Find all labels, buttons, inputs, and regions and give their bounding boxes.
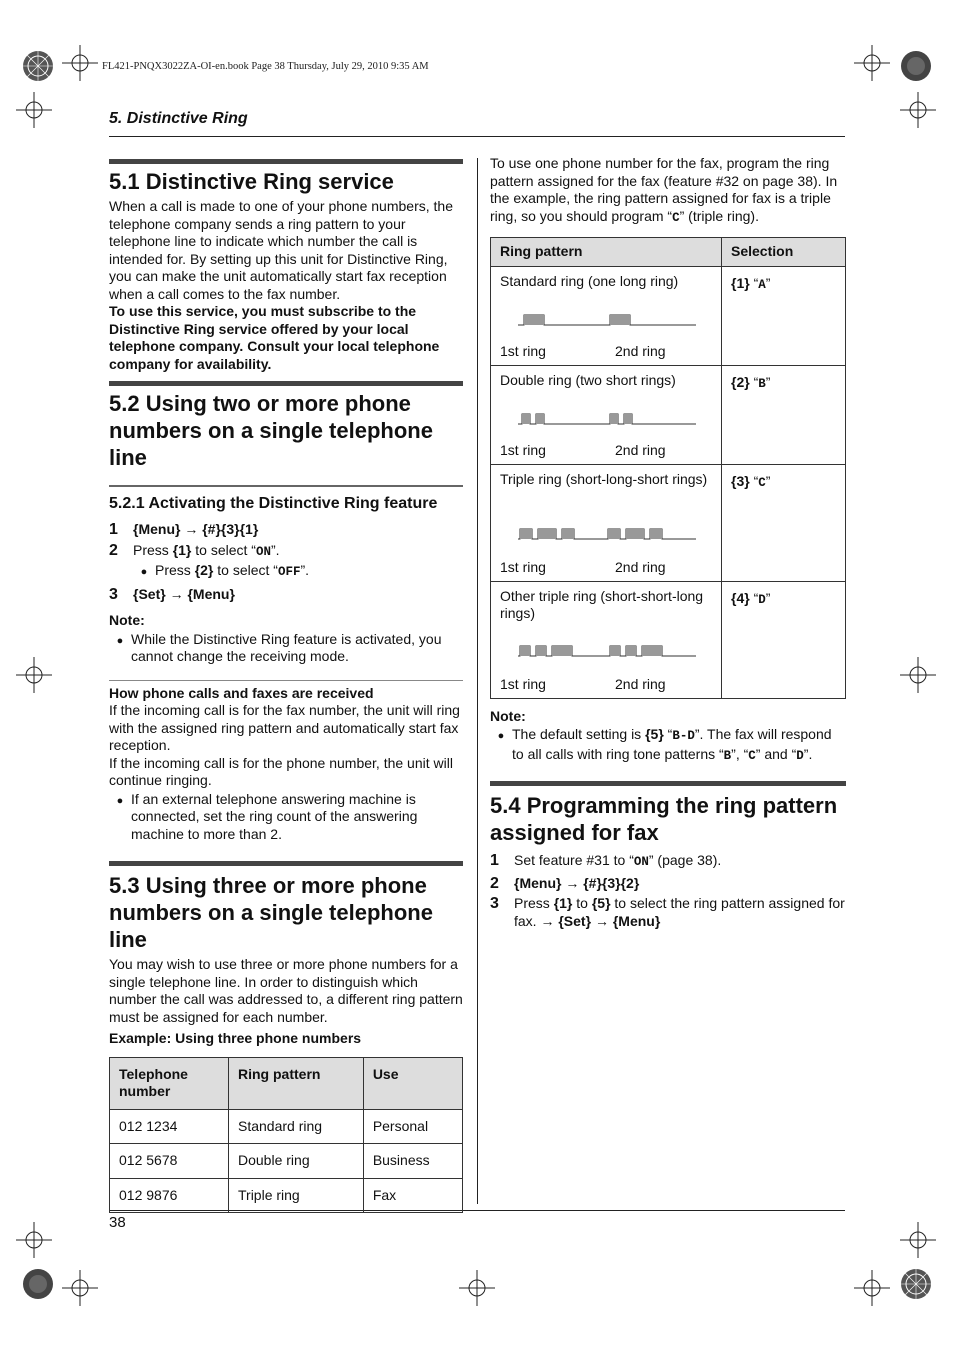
table-row: Triple ring (short-long-short rings) 1st ring 2nd ring {3} “C” [491, 464, 846, 581]
example-label: Example: Using three phone numbers [109, 1030, 362, 1046]
step-2: 2 Press {1} to select “ON”. ● Press {2} to select “OFF”. [109, 542, 463, 583]
fax-intro: To use one phone number for the fax, program the ring pattern assigned for the fax (feature #32 on page 38). In the example, the ring pattern assigned for fax is a triple ring, so you should program “C” (triple ring). [490, 155, 838, 225]
how-bullet: ● If an external telephone answering machine is connected, set the ring count of the answering machine to more than 2. [116, 790, 418, 842]
registration-mark-icon [20, 48, 56, 84]
table-row: Standard ring (one long ring) 1st ring 2nd ring {1} “A” [491, 266, 846, 365]
table-header: Ring pattern [229, 1057, 364, 1109]
registration-mark-icon [898, 48, 934, 84]
section-5-2-1-title: 5.2.1 Activating the Distinctive Ring feature [109, 495, 438, 512]
section-bar [109, 381, 463, 386]
left-column [109, 159, 463, 1213]
crosshair-mark-icon [900, 1222, 936, 1258]
step-2: 2 {Menu} → {#}{3}{2} [490, 874, 640, 892]
section-header: 5. Distinctive Ring [109, 110, 248, 127]
table-header-row [110, 1057, 463, 1109]
note-bullet: ● While the Distinctive Ring feature is activated, you cannot change the receiving mode. [116, 630, 442, 664]
crosshair-mark-icon [16, 657, 52, 693]
crosshair-mark-icon [900, 657, 936, 693]
arrow: → [184, 521, 199, 537]
step-1: 1 {Menu} → {#}{3}{1} [109, 521, 259, 538]
section-5-2-title: 5.2 Using two or more phone numbers on a single telephone line [109, 391, 433, 470]
header-rule [109, 136, 845, 137]
section-5-3-title: 5.3 Using three or more phone numbers on a single telephone line [109, 873, 433, 952]
table-header: Ring pattern [491, 238, 722, 267]
table-row: 012 5678 Double ring Business [110, 1144, 463, 1179]
registration-mark-icon [20, 1266, 56, 1302]
phone-number-table [109, 1057, 463, 1214]
table-row: Other triple ring (short-short-long rings) 1st ring 2nd ring {4} “D” [491, 581, 846, 698]
crosshair-mark-icon [854, 1270, 890, 1306]
page-number: 38 [109, 1214, 126, 1231]
ring-pattern-table [490, 237, 846, 699]
crosshair-mark-icon [854, 45, 890, 81]
table-header: Use [363, 1057, 462, 1109]
right-column [490, 155, 846, 933]
crosshair-mark-icon [459, 1270, 495, 1306]
registration-mark-icon [898, 1266, 934, 1302]
ring-pattern-standard-icon [518, 313, 696, 327]
step-3: 3 Press {1} to {5} to select the ring pattern assigned for fax. → {Set} → {Menu} [490, 895, 845, 929]
step-3: 3 {Set} → {Menu} [109, 585, 235, 603]
print-info-line: FL421-PNQX3022ZA-OI-en.book Page 38 Thursday, July 29, 2010 9:35 AM [102, 61, 429, 72]
section-5-4-title: 5.4 Programming the ring pattern assigned for fax [490, 793, 838, 845]
how-paragraph-1: If the incoming call is for the fax number, the unit will ring with the assigned ring pattern and automatically start fax reception. [109, 702, 460, 753]
column-divider [477, 158, 478, 1204]
note-label: Note: [109, 612, 145, 628]
note-label: Note: [490, 707, 526, 724]
section-5-1-note: To use this service, you must subscribe to the Distinctive Ring service offered by your local telephone company. Consult your local telephone company for availability. [109, 303, 440, 372]
ring-pattern-triple-icon [518, 527, 696, 541]
section-bar [109, 159, 463, 164]
table-row: 012 1234 Standard ring Personal [110, 1109, 463, 1144]
section-bar [490, 781, 846, 786]
crosshair-mark-icon [900, 92, 936, 128]
how-paragraph-2: If the incoming call is for the phone number, the unit will continue ringing. [109, 754, 453, 788]
section-5-1-body: When a call is made to one of your phone numbers, the telephone company sends a ring pattern to your telephone line to indicate which number the call is intended for. By setting up this unit for Distinctive Ring, you can make the unit automatically start fax reception when a call comes to the fax number. [109, 198, 453, 302]
section-5-1-title: 5.1 Distinctive Ring service [109, 169, 394, 194]
table-header: Selection [722, 238, 846, 267]
section-5-3-body: You may wish to use three or more phone numbers for a single telephone line. In order to distinguish which number the call was addressed to, a different ring pattern must be assigned for each number. [109, 956, 463, 1025]
section-bar [109, 861, 463, 866]
step-1: 1 Set feature #31 to “ON” (page 38). [490, 852, 722, 869]
crosshair-mark-icon [16, 92, 52, 128]
ring-pattern-double-icon [518, 412, 696, 426]
bullet: ● Press {2} to select “OFF”. [140, 562, 310, 579]
table-header-row [491, 238, 846, 267]
subsection-bar [109, 485, 463, 487]
how-title: How phone calls and faxes are received [109, 684, 374, 701]
table-row: 012 9876 Triple ring Fax [110, 1178, 463, 1213]
key-sequence: {#}{3}{1} [202, 521, 259, 537]
note-bullet: ● The default setting is {5} “B-D”. The fax will respond to all calls with ring tone patterns “B”, “C” and “D”. [497, 726, 832, 763]
crosshair-mark-icon [16, 1222, 52, 1258]
crosshair-mark-icon [62, 45, 98, 81]
table-row: Double ring (two short rings) 1st ring 2nd ring {2} “B” [491, 365, 846, 464]
table-header: Telephone number [110, 1057, 229, 1109]
menu-key: {Menu} [133, 521, 181, 537]
crosshair-mark-icon [62, 1270, 98, 1306]
ring-pattern-other-triple-icon [518, 644, 696, 658]
